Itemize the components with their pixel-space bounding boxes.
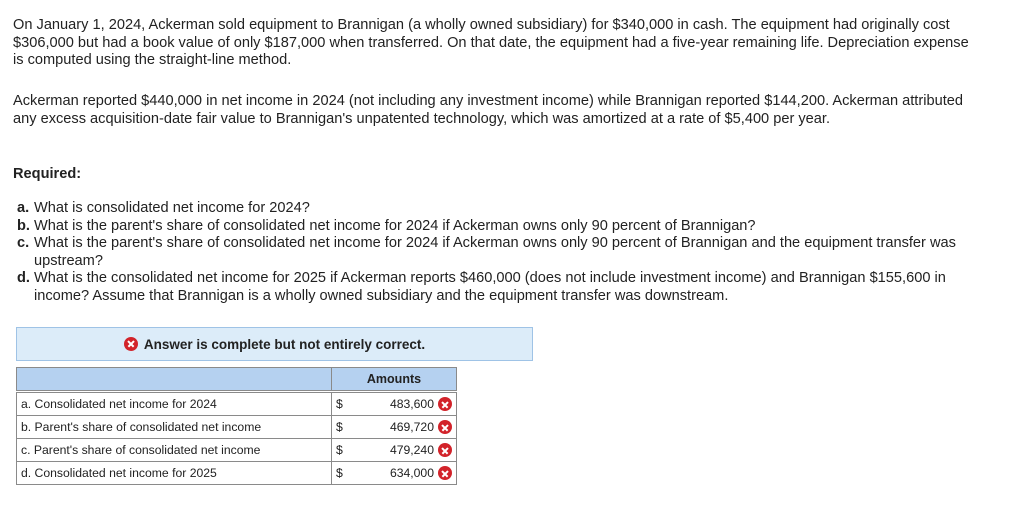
currency-symbol: $ <box>332 416 357 439</box>
incorrect-x-icon <box>438 420 452 434</box>
answer-table <box>16 367 457 485</box>
amount-cell[interactable] <box>356 393 457 416</box>
question-label: c. <box>17 235 30 251</box>
row-label: c. Parent's share of consolidated net income <box>17 439 332 462</box>
amount-cell[interactable] <box>356 462 457 485</box>
incorrect-x-icon <box>438 397 452 411</box>
question-item <box>17 218 967 236</box>
table-row <box>17 439 457 462</box>
question-label: a. <box>17 200 30 216</box>
problem-paragraph-2: Ackerman reported $440,000 in net income in 2024 (not including any investment income) while Brannigan reported $144,200. Ackerman attributed any excess acquisition-date fair value to Brannigan's unpatented technology, which was amortized at a rate of $5,400 per year. <box>13 93 963 127</box>
incorrect-x-icon <box>438 466 452 480</box>
amount-value: 469,720 <box>389 419 434 434</box>
question-label: b. <box>17 217 30 234</box>
currency-symbol: $ <box>332 439 357 462</box>
incorrect-x-icon <box>438 443 452 457</box>
question-list <box>17 200 967 305</box>
amount-value: 483,600 <box>389 396 434 411</box>
question-text: What is the consolidated net income for 2025 if Ackerman reports $460,000 (does not include investment income) and Brannigan $155,600 in income? Assume that Brannigan is a wholly owned subsidiary and the equipment transfer was downstream. <box>34 270 946 304</box>
amount-value: 634,000 <box>389 465 434 480</box>
question-item <box>17 200 967 218</box>
answer-status-banner <box>16 327 533 361</box>
problem-paragraph-1: On January 1, 2024, Ackerman sold equipment to Brannigan (a wholly owned subsidiary) for $340,000 in cash. The equipment had originally cost $306,000 but had a book value of only $187,000 when transferred. On that date, the equipment had a five-year remaining life. Depreciation expense is computed using the straight-line method. <box>13 17 969 68</box>
amount-value: 479,240 <box>389 442 434 457</box>
currency-symbol: $ <box>332 462 357 485</box>
currency-symbol: $ <box>332 393 357 416</box>
header-amounts: Amounts <box>332 368 457 391</box>
question-item <box>17 235 967 270</box>
row-label: a. Consolidated net income for 2024 <box>17 393 332 416</box>
answer-status-text: Answer is complete but not entirely correct. <box>143 336 426 352</box>
question-item <box>17 270 967 305</box>
table-row <box>17 416 457 439</box>
question-text: What is the parent's share of consolidated net income for 2024 if Ackerman owns only 90 percent of Brannigan and the equipment transfer was upstream? <box>34 235 956 269</box>
row-label: b. Parent's share of consolidated net income <box>17 416 332 439</box>
row-label: d. Consolidated net income for 2025 <box>17 462 332 485</box>
amount-cell[interactable] <box>356 439 457 462</box>
answer-table-header <box>17 368 457 391</box>
amount-cell[interactable] <box>356 416 457 439</box>
table-row <box>17 462 457 485</box>
header-blank-cell <box>17 368 332 391</box>
question-text: What is the parent's share of consolidated net income for 2024 if Ackerman owns only 90 percent of Brannigan? <box>34 217 756 234</box>
incorrect-x-icon <box>124 337 138 351</box>
required-heading: Required: <box>13 166 82 182</box>
question-text: What is consolidated net income for 2024? <box>34 200 310 216</box>
table-row <box>17 393 457 416</box>
question-label: d. <box>17 270 30 286</box>
